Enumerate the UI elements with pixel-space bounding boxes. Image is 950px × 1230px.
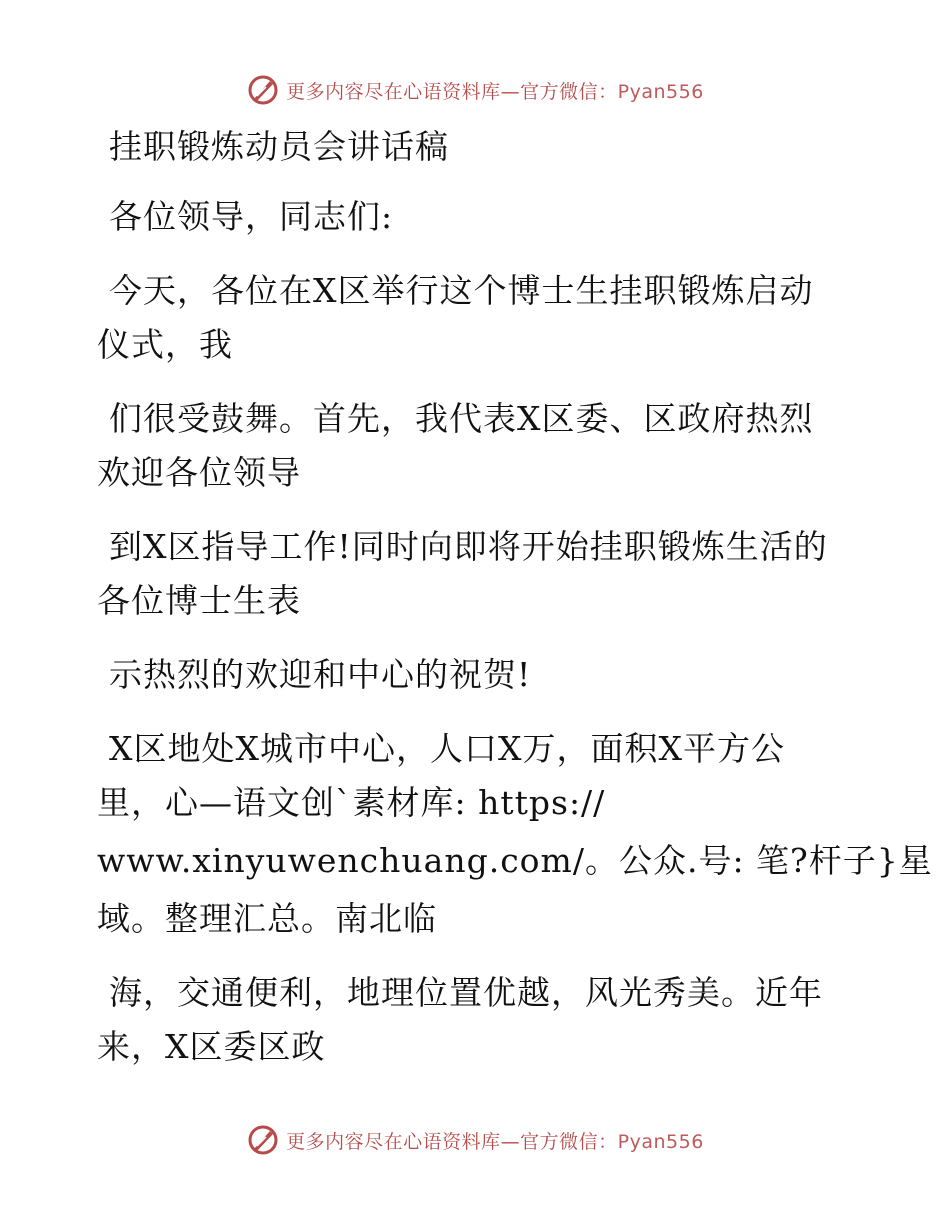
banner-slogan: 更多内容尽在心语资料库—官方微信： [286,80,618,103]
paragraph-line: 仪式，我 [97,325,233,364]
quill-logo-icon [246,1123,280,1157]
banner-slogan: 更多内容尽在心语资料库—官方微信： [286,1130,618,1153]
paragraph-line: X区地处X城市中心，人口X万，面积X平方公 [109,729,785,768]
paragraph-line: 们很受鼓舞。首先，我代表X区委、区政府热烈 [109,399,814,438]
paragraph-line: 欢迎各位领导 [97,453,301,492]
paragraph-line: www.xinyuwenchuang.com/。公众.号: 笔?杆子}星 [97,841,933,880]
document-title: 挂职锻炼动员会讲话稿 [109,127,449,166]
paragraph-line: 来，X区委区政 [97,1027,326,1066]
paragraph-line: 到X区指导工作!同时向即将开始挂职锻炼生活的 [109,527,828,566]
salutation: 各位领导，同志们: [109,197,394,236]
quill-logo-icon [246,73,280,107]
footer-banner [0,1120,950,1160]
paragraph-line: 域。整理汇总。南北临 [97,899,437,938]
paragraph-line: 示热烈的欢迎和中心的祝贺! [109,655,532,694]
paragraph-line: 今天，各位在X区举行这个博士生挂职锻炼启动 [109,271,814,310]
paragraph-line: 各位博士生表 [97,581,301,620]
header-banner [0,70,950,110]
banner-text [286,77,704,104]
banner-wechat-id: Pyan556 [617,80,704,103]
banner-text [286,1127,704,1154]
paragraph-line: 里，心—语文创`素材库: https:// [97,783,606,822]
banner-wechat-id: Pyan556 [617,1130,704,1153]
document-body [97,120,933,1076]
paragraph-line: 海，交通便利，地理位置优越，风光秀美。近年 [109,973,823,1012]
